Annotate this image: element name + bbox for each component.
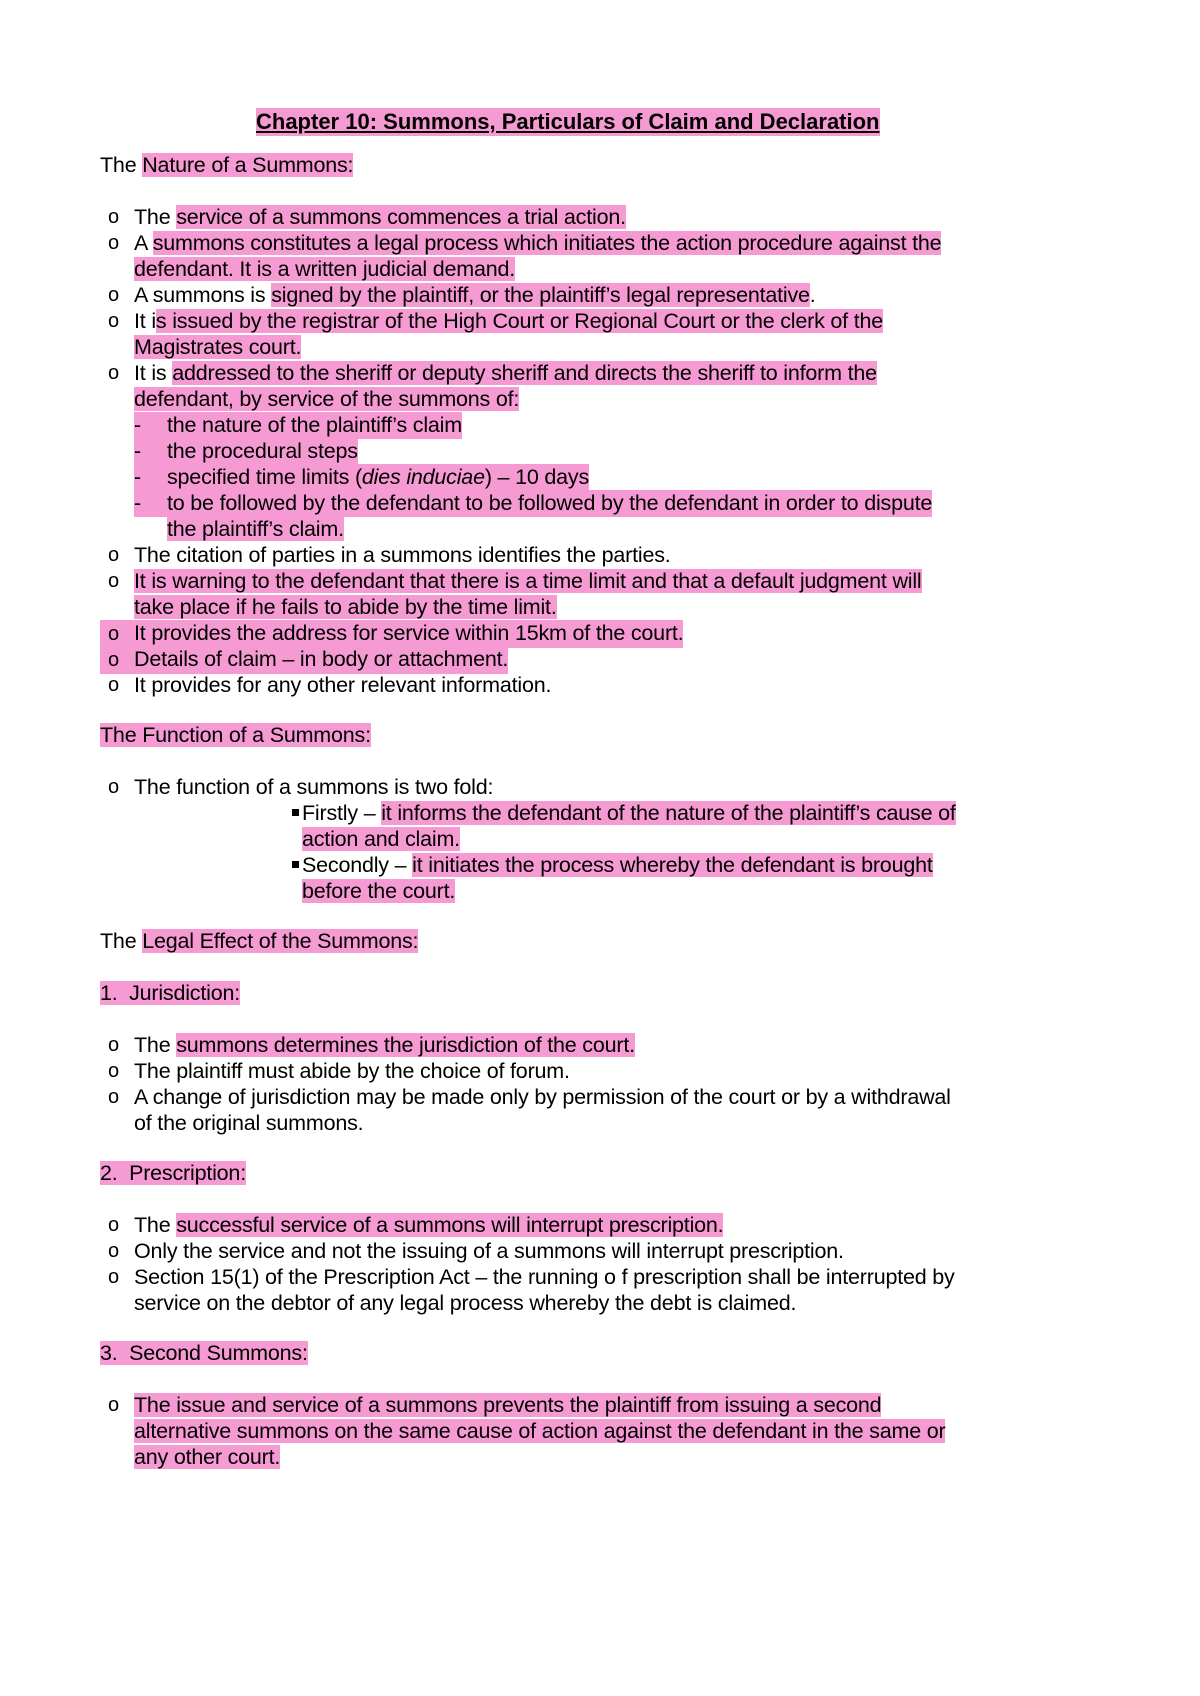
item-text: A change of jurisdiction may be made only by permission of the court or by a withdrawal [134,1085,951,1109]
list-item [134,672,551,699]
item-text: Secondly – [302,853,413,877]
item-text: The [134,1213,177,1237]
item-text: Only the service and not the issuing of a summons will interrupt prescription. [134,1239,844,1263]
sub-list-item-continuation [302,826,460,853]
item-highlight: summons constitutes a legal process which initiates the action procedure against the [152,231,942,255]
bullet-icon: o [108,310,120,332]
item-highlight: action and claim. [302,827,460,851]
item-text: service on the debtor of any legal process whereby the debt is claimed. [134,1291,797,1315]
sub-list-item [134,464,589,491]
item-text: ) – 10 days [484,465,589,489]
sub-list-item [302,852,933,879]
section-heading-function [100,722,371,749]
list-item [100,620,683,648]
item-highlight: Magistrates court. [134,335,302,359]
subsection-heading-jurisdiction [100,980,240,1007]
bullet-icon: o [108,544,120,566]
sub-list-item [134,438,358,465]
square-bullet-icon [292,861,299,868]
item-highlight: before the court. [302,879,456,903]
list-item [134,308,883,335]
item-text: The [134,1033,177,1057]
item-highlight: s issued by the registrar of the High Court or Regional Court or the clerk of the [155,309,884,333]
item-highlight: defendant. It is a written judicial demand. [134,257,516,281]
bullet-icon: o [108,284,120,306]
item-text: specified time limits ( [167,465,362,489]
bullet-icon: o [108,206,120,228]
item-text: . [809,283,816,307]
bullet-icon: o [108,362,120,384]
subsection-heading-second-summons [100,1340,308,1367]
list-item [134,1084,951,1111]
item-highlight: service of a summons commences a trial action. [176,205,626,229]
list-item [134,360,877,387]
list-item [100,646,508,674]
item-highlight: summons determines the jurisdiction of the court. [176,1033,635,1057]
item-text: The citation of parties in a summons identifies the parties. [134,543,671,567]
heading-highlight: Nature of a Summons: [142,153,354,177]
item-text: the nature of the plaintiff’s claim [167,413,462,437]
item-highlight: it informs the defendant of the nature of the plaintiff’s cause of [381,801,956,825]
heading-highlight: 3. Second Summons: [100,1341,308,1365]
list-item-continuation [134,334,301,361]
square-bullet-icon [292,809,299,816]
dash-icon: - [134,413,141,437]
list-item [134,282,816,309]
heading-highlight: 2. Prescription: [100,1161,246,1185]
list-item-continuation [134,1418,945,1445]
item-text: It provides for any other relevant information. [134,673,552,697]
list-item-continuation [134,594,557,621]
item-text: Section 15(1) of the Prescription Act – the running o f prescription shall be interrupted by [134,1265,955,1289]
item-highlight: it initiates the process whereby the defendant is brought [412,853,933,877]
item-text: of the original summons. [134,1111,364,1135]
bullet-icon: o [108,1034,120,1056]
item-highlight: defendant, by service of the summons of: [134,387,520,411]
dash-icon: - [134,439,141,463]
sub-list-item-continuation [302,878,455,905]
list-item [134,230,941,257]
bullet-icon: o [108,1240,120,1262]
bullet-icon: o [108,1060,120,1082]
bullet-icon: o [108,674,120,696]
item-highlight: any other court. [134,1445,281,1469]
list-item [134,1392,881,1419]
item-text: to be followed by the defendant to be followed by the defendant in order to dispute [167,491,933,515]
list-item [134,204,626,231]
item-text: Firstly – [302,801,382,825]
list-item [134,1212,723,1239]
bullet-icon: o [108,232,120,254]
sub-list-item-continuation [167,516,344,543]
list-item [134,1032,635,1059]
list-item [134,1264,955,1291]
list-item [134,1238,844,1265]
list-item [134,542,671,569]
list-item-continuation [134,1444,280,1471]
section-heading-legal-effect [100,928,418,955]
heading-highlight: 1. Jurisdiction: [100,981,240,1005]
dash-icon: - [134,491,141,515]
dash-icon: - [134,465,141,489]
item-text: Details of claim – in body or attachment. [134,647,509,671]
item-highlight: It is warning to the defendant that there is a time limit and that a default judgment will [134,569,922,593]
bullet-icon: o [108,570,120,592]
subsection-heading-prescription [100,1160,246,1187]
item-text: A summons is [134,283,272,307]
bullet-icon: o [108,1214,120,1236]
bullet-icon: o [108,623,119,645]
bullet-icon: o [108,1394,120,1416]
sub-list-item [134,412,462,439]
item-text: The plaintiff must abide by the choice of forum. [134,1059,570,1083]
sub-list-item [134,490,932,517]
heading-highlight: The Function of a Summons: [100,723,371,747]
item-text: The [134,205,177,229]
bullet-icon: o [108,649,119,671]
item-highlight: successful service of a summons will interrupt prescription. [176,1213,724,1237]
sub-list-item [302,800,956,827]
heading-highlight: Legal Effect of the Summons: [142,929,419,953]
item-highlight: alternative summons on the same cause of action against the defendant in the same or [134,1419,946,1443]
bullet-icon: o [108,1086,120,1108]
list-item-continuation [134,386,519,413]
list-item-continuation [134,1110,363,1137]
item-text: It i [134,309,156,333]
latin-term: dies induciae [361,465,485,489]
item-text: A [134,231,153,255]
list-item [134,774,493,801]
item-text: It is [134,361,173,385]
list-item-continuation [134,1290,796,1317]
heading-prefix: The [100,153,143,177]
document-title: Chapter 10: Summons, Particulars of Claim and Declaration [256,109,880,134]
item-highlight: the plaintiff’s claim. [167,517,344,541]
list-item [134,1058,570,1085]
bullet-icon: o [108,776,120,798]
item-highlight: addressed to the sheriff or deputy sheriff and directs the sheriff to inform the [172,361,877,385]
item-highlight: take place if he fails to abide by the time limit. [134,595,557,619]
list-item-continuation [134,256,515,283]
heading-prefix: The [100,929,143,953]
item-text: It provides the address for service within 15km of the court. [134,621,684,645]
item-text: The function of a summons is two fold: [134,775,494,799]
item-highlight: signed by the plaintiff, or the plaintiff’s legal representative [271,283,810,307]
bullet-icon: o [108,1266,120,1288]
item-highlight: The issue and service of a summons prevents the plaintiff from issuing a second [134,1393,882,1417]
item-text: the procedural steps [167,439,358,463]
list-item [134,568,922,595]
section-heading-nature [100,152,353,179]
